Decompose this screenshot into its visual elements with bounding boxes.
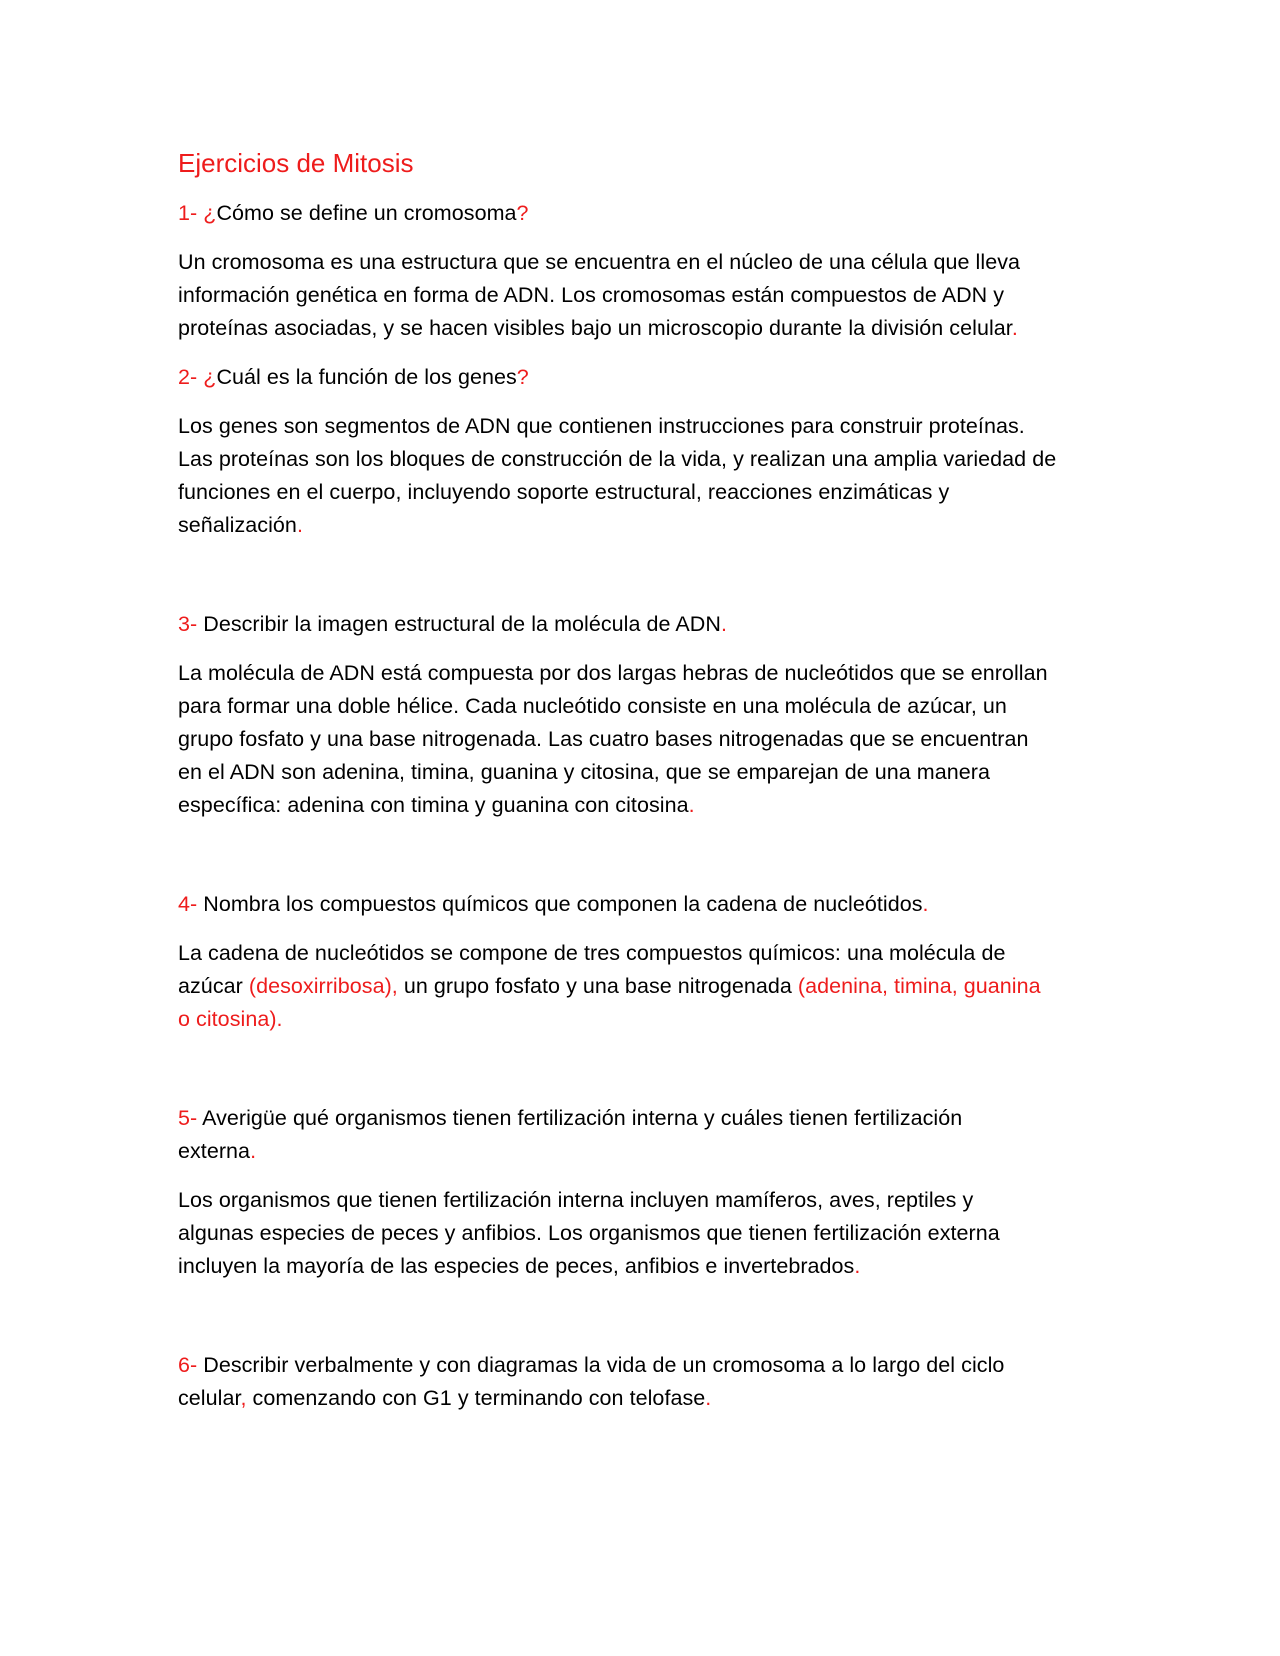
question-number: 4- [178, 892, 198, 916]
question-number: 5- [178, 1106, 198, 1130]
question-open-mark: ¿ [203, 365, 217, 389]
answer-line: La molécula de ADN está compuesta por dos largas hebras de nucleótidos que se enrollan [178, 661, 1048, 685]
answer-end-mark: . [296, 513, 303, 537]
answer-3 [178, 657, 1108, 822]
answer-line: en el ADN son adenina, timina, guanina y citosina, que se emparejan de una manera [178, 760, 991, 784]
highlighted-text: (desoxirribosa), [248, 974, 398, 998]
answer-line [178, 970, 1108, 1003]
answer-5 [178, 1184, 1108, 1283]
question-6 [178, 1349, 1108, 1415]
question-number: 1- [178, 201, 198, 225]
question-close-mark: ? [516, 201, 529, 225]
answer-line: funciones en el cuerpo, incluyendo soporte estructural, reacciones enzimáticas y [178, 480, 950, 504]
document-title: Ejercicios de Mitosis [178, 148, 414, 178]
answer-line: Los genes son segmentos de ADN que contienen instrucciones para construir proteínas. [178, 414, 1025, 438]
question-line [178, 1102, 1108, 1135]
question-text: Describir la imagen estructural de la molécula de ADN [203, 612, 721, 636]
answer-end-mark: . [854, 1254, 861, 1278]
answer-line: grupo fosfato y una base nitrogenada. Las cuatro bases nitrogenadas que se encuentran [178, 727, 1029, 751]
blank-line [178, 838, 1108, 888]
answer-line: algunas especies de peces y anfibios. Los organismos que tienen fertilización externa [178, 1221, 1000, 1245]
blank-line [178, 1052, 1108, 1102]
question-open-mark: ¿ [203, 201, 217, 225]
question-end-mark: . [250, 1139, 257, 1163]
question-line [178, 1382, 1108, 1415]
question-text: Cuál es la función de los genes [216, 365, 517, 389]
document-body [178, 146, 1108, 1431]
question-number: 6- [178, 1353, 198, 1377]
question-text: Nombra los compuestos químicos que componen la cadena de nucleótidos [203, 892, 923, 916]
answer-line-text: señalización [178, 513, 297, 537]
question-text: Describir verbalmente y con diagramas la vida de un cromosoma a lo largo del ciclo [203, 1353, 1005, 1377]
answer-line: Las proteínas son los bloques de construcción de la vida, y realizan una amplia variedad de [178, 447, 1057, 471]
answer-line: Un cromosoma es una estructura que se encuentra en el núcleo de una célula que lleva [178, 250, 1021, 274]
question-1 [178, 197, 1108, 230]
answer-line: para formar una doble hélice. Cada nucleótido consiste en una molécula de azúcar, un [178, 694, 1007, 718]
answer-line-text: azúcar [178, 974, 249, 998]
question-2 [178, 361, 1108, 394]
question-text: Averigüe qué organismos tienen fertilización interna y cuáles tienen fertilización [202, 1106, 963, 1130]
question-number: 3- [178, 612, 198, 636]
answer-line: información genética en forma de ADN. Los cromosomas están compuestos de ADN y [178, 283, 1005, 307]
answer-end-mark: . [688, 793, 695, 817]
question-comma-mark: , [240, 1386, 247, 1410]
question-text: Cómo se define un cromosoma [216, 201, 517, 225]
question-close-mark: ? [516, 365, 529, 389]
question-end-mark: . [705, 1386, 712, 1410]
answer-1 [178, 246, 1108, 345]
answer-line [178, 312, 1108, 345]
question-end-mark: . [922, 892, 929, 916]
answer-line-text: incluyen la mayoría de las especies de peces, anfibios e invertebrados [178, 1254, 855, 1278]
answer-line: o citosina). [178, 1007, 283, 1031]
answer-line: Los organismos que tienen fertilización interna incluyen mamíferos, aves, reptiles y [178, 1188, 974, 1212]
answer-line [178, 1250, 1108, 1283]
question-text: celular [178, 1386, 241, 1410]
answer-line-text: específica: adenina con timina y guanina con citosina [178, 793, 689, 817]
question-4 [178, 888, 1108, 921]
question-text: externa [178, 1139, 251, 1163]
blank-line [178, 558, 1108, 608]
answer-line [178, 789, 1108, 822]
blank-line [178, 1299, 1108, 1349]
highlighted-text: (adenina, timina, guanina [797, 974, 1041, 998]
answer-4 [178, 937, 1108, 1036]
answer-line: La cadena de nucleótidos se compone de tres compuestos químicos: una molécula de [178, 941, 1006, 965]
question-3 [178, 608, 1108, 641]
question-line [178, 1349, 1108, 1382]
question-number: 2- [178, 365, 198, 389]
answer-line [178, 509, 1108, 542]
answer-line-text: proteínas asociadas, y se hacen visibles bajo un microscopio durante la división celular [178, 316, 1012, 340]
question-end-mark: . [720, 612, 727, 636]
answer-2 [178, 410, 1108, 542]
question-5 [178, 1102, 1108, 1168]
question-text: comenzando con G1 y terminando con telofase [246, 1386, 706, 1410]
question-line [178, 1135, 1108, 1168]
answer-line-text: un grupo fosfato y una base nitrogenada [397, 974, 798, 998]
answer-end-mark: . [1011, 316, 1018, 340]
